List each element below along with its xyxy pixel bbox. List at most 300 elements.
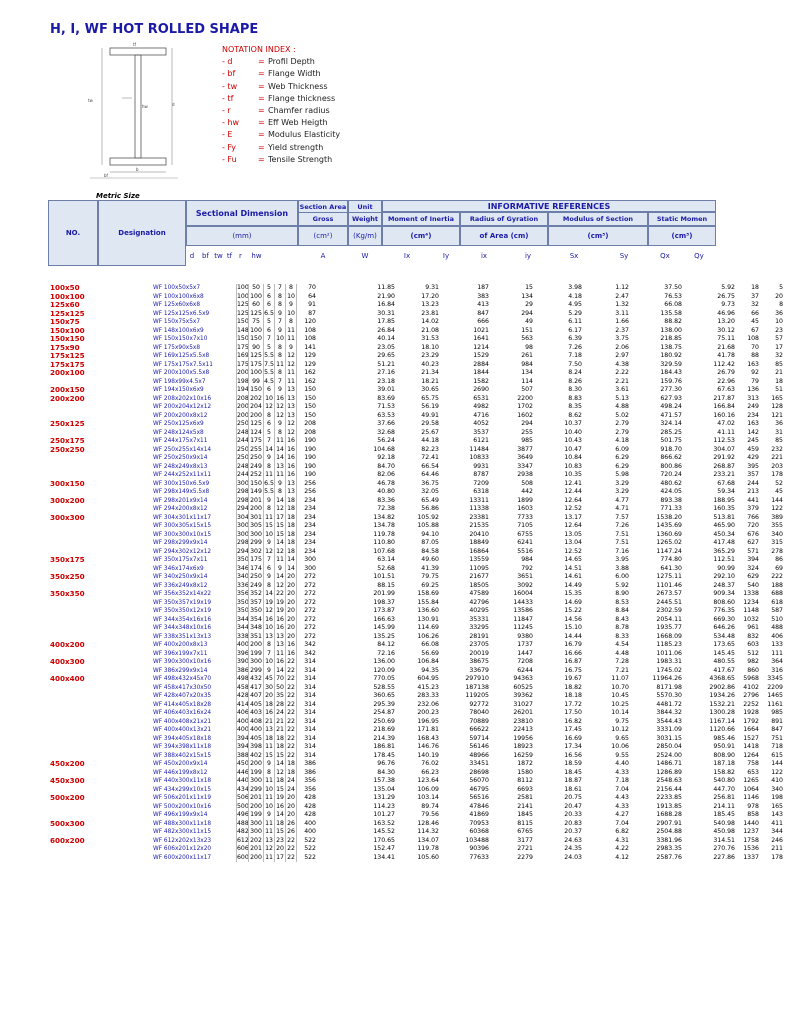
property-cell: 3345 xyxy=(767,675,783,682)
property-cell: 59714 xyxy=(469,734,489,742)
property-cell: 18.87 xyxy=(564,777,582,784)
property-cell: 1745.02 xyxy=(656,666,682,674)
property-cell: 1337 xyxy=(743,853,759,861)
property-cell: 84.58 xyxy=(421,547,439,555)
table-row xyxy=(48,386,786,395)
group-label: 350x250 xyxy=(50,572,85,581)
property-cell: 1603 xyxy=(517,505,533,512)
property-cell: 94363 xyxy=(513,675,533,682)
property-cell: 4.33 xyxy=(615,768,629,776)
property-cell: 394 xyxy=(747,556,759,563)
dimension-cell: 406 xyxy=(237,709,249,716)
property-cell: 66.08 xyxy=(421,641,439,648)
property-cell: 119.78 xyxy=(417,845,439,852)
property-cell: 214.39 xyxy=(373,734,395,742)
property-cell: 6.09 xyxy=(615,445,629,453)
property-cell: 46795 xyxy=(469,785,489,793)
property-cell: 83.69 xyxy=(377,394,395,402)
property-cell: 3.75 xyxy=(615,335,629,342)
spacer xyxy=(317,599,348,608)
property-cell: 832 xyxy=(747,632,759,640)
property-cell: 406 xyxy=(771,632,783,640)
property-cell: 37 xyxy=(751,292,759,300)
property-cell: 6.29 xyxy=(615,462,629,470)
property-cell: 32 xyxy=(751,301,759,308)
property-cell: 42796 xyxy=(469,598,489,606)
dimension-cell: 14 xyxy=(274,760,285,769)
dimension-cell: 272 xyxy=(296,616,317,625)
property-cell: 450.34 xyxy=(713,530,735,538)
property-cell: 1418 xyxy=(743,743,759,750)
property-cell: 615 xyxy=(771,751,783,759)
property-cell: 56.86 xyxy=(421,505,439,512)
dimension-cell: 298 xyxy=(237,496,249,504)
dimension-cell: 199 xyxy=(248,811,263,820)
dimension-cell: 250 xyxy=(237,445,249,453)
dimension-cell: 13 xyxy=(285,488,296,497)
dimension-cell: 7 xyxy=(274,318,285,327)
dimension-cell: 70 xyxy=(274,675,285,684)
column-subheader: Qy xyxy=(694,252,704,260)
dimension-cell: 20 xyxy=(285,624,296,633)
dimension-cell: 60 xyxy=(248,301,263,310)
dimension-cell: 294 xyxy=(237,505,249,512)
property-cell: 3347 xyxy=(517,462,533,470)
dimension-cell: 175 xyxy=(248,556,263,565)
property-cell: 1580 xyxy=(517,768,533,776)
property-cell: 135.25 xyxy=(373,632,395,640)
spacer xyxy=(317,531,348,540)
dimension-cell: 300 xyxy=(248,828,263,837)
property-cell: 155.84 xyxy=(417,598,439,606)
property-cell: 847 xyxy=(477,309,489,317)
dimension-cell: 300 xyxy=(237,530,249,538)
property-cell: 9.65 xyxy=(615,734,629,742)
dimension-cell: 18 xyxy=(263,701,274,710)
dimension-cell: 11 xyxy=(274,471,285,480)
property-cell: 450.98 xyxy=(713,828,735,835)
dimension-cell: 272 xyxy=(296,607,317,616)
dimension-cell: 22 xyxy=(285,845,296,854)
property-cell: 1021 xyxy=(473,326,489,334)
property-cell: 48966 xyxy=(469,751,489,759)
property-cell: 1641 xyxy=(473,335,489,342)
dimension-cell: 6 xyxy=(263,420,274,429)
dimension-cell: 234 xyxy=(296,514,317,523)
property-cell: 21.68 xyxy=(717,343,735,351)
property-cell: 82.23 xyxy=(421,445,439,453)
property-cell: 82.06 xyxy=(377,471,395,478)
notation-symbol: - d xyxy=(222,57,233,67)
property-cell: 389 xyxy=(771,513,783,521)
property-cell: 187 xyxy=(477,284,489,291)
property-cell: 94.35 xyxy=(421,666,439,674)
dimension-cell: 314 xyxy=(296,735,317,744)
dimension-cell: 9 xyxy=(263,573,274,582)
dimension-cell: 194 xyxy=(237,386,249,393)
dimension-cell: 13 xyxy=(263,726,274,735)
dimension-cell: 414 xyxy=(237,700,249,708)
spacer xyxy=(317,488,348,497)
property-cell: 67 xyxy=(751,326,759,334)
dimension-cell: 20 xyxy=(285,616,296,625)
dimension-cell: 18 xyxy=(285,522,296,531)
property-cell: 14433 xyxy=(513,598,533,606)
property-cell: 720 xyxy=(747,522,759,529)
property-cell: 24.03 xyxy=(564,853,582,861)
header-informative-references: INFORMATIVE REFERENCES xyxy=(382,200,716,212)
property-cell: 10.37 xyxy=(564,420,582,427)
dimension-cell: 125 xyxy=(237,301,249,308)
property-cell: 666 xyxy=(477,318,489,325)
designation-cell: WF 294x302x12x12 xyxy=(153,548,212,555)
spacer xyxy=(317,675,348,684)
property-cell: 88 xyxy=(751,352,759,359)
property-cell: 770.05 xyxy=(373,675,395,682)
property-cell: 379 xyxy=(747,505,759,512)
property-cell: 2200 xyxy=(517,394,533,402)
property-cell: 89.74 xyxy=(421,802,439,810)
header-unit-cm4: (cm⁴) xyxy=(382,226,460,246)
property-cell: 31027 xyxy=(513,700,533,708)
table-row xyxy=(48,505,786,514)
property-cell: 198 xyxy=(771,794,783,801)
property-cell: 629 xyxy=(747,573,759,580)
dimension-cell: 394 xyxy=(237,743,249,750)
designation-cell: WF 338x351x13x13 xyxy=(153,633,212,640)
dimension-cell: 19 xyxy=(263,599,274,608)
dimension-cell: 174 xyxy=(248,565,263,574)
dimension-cell: 350 xyxy=(237,556,249,563)
dimension-cell: 11 xyxy=(285,369,296,378)
dimension-cell: 16 xyxy=(285,454,296,463)
property-cell: 6244 xyxy=(517,666,533,674)
property-cell: 766 xyxy=(747,513,759,521)
property-cell: 85 xyxy=(775,360,783,368)
property-cell: 6531 xyxy=(473,394,489,402)
property-cell: 198.37 xyxy=(373,598,395,606)
property-cell: 66.08 xyxy=(664,301,682,308)
dimension-cell: 16 xyxy=(285,471,296,480)
property-cell: 88.82 xyxy=(664,318,682,325)
dimension-cell: 6.5 xyxy=(264,309,274,317)
dimension-cell: 20 xyxy=(285,573,296,582)
property-cell: 35331 xyxy=(469,615,489,623)
dimension-cell: 300 xyxy=(296,556,317,565)
dimension-cell: 9 xyxy=(274,480,285,489)
dimension-cell: 9 xyxy=(285,344,296,353)
property-cell: 60368 xyxy=(469,828,489,835)
group-label: 100x50 xyxy=(50,283,80,292)
property-cell: 688 xyxy=(771,590,783,597)
property-cell: 8.43 xyxy=(615,615,629,623)
property-cell: 131.29 xyxy=(373,794,395,801)
property-cell: 1167.14 xyxy=(709,717,735,725)
property-cell: 168.43 xyxy=(417,734,439,742)
property-cell: 138.00 xyxy=(660,326,682,334)
dimension-cell: 428 xyxy=(296,794,317,803)
property-cell: 36 xyxy=(775,309,783,317)
property-cell: 16.75 xyxy=(564,666,582,674)
table-row xyxy=(48,709,786,718)
dimension-cell: 9 xyxy=(263,539,274,548)
property-cell: 2587.76 xyxy=(656,853,682,861)
dimension-cell: 10 xyxy=(285,310,296,319)
designation-cell: WF 434x299x10x15 xyxy=(153,786,212,793)
property-cell: 17.85 xyxy=(377,318,395,325)
property-cell: 984 xyxy=(521,556,533,563)
property-cell: 441 xyxy=(747,496,759,504)
property-cell: 18.61 xyxy=(564,785,582,793)
property-cell: 47846 xyxy=(469,802,489,810)
property-cell: 79.75 xyxy=(421,573,439,580)
property-cell: 294 xyxy=(521,420,533,427)
table-row xyxy=(48,718,786,727)
property-cell: 23705 xyxy=(469,641,489,648)
property-cell: 2141 xyxy=(517,802,533,810)
property-cell: 1161 xyxy=(767,700,783,708)
property-cell: 1147.24 xyxy=(656,547,682,555)
notation-equals: = xyxy=(258,57,265,67)
property-cell: 33451 xyxy=(469,760,489,767)
dimension-cell: 12 xyxy=(274,548,285,557)
dimension-cell: 7 xyxy=(263,556,274,565)
property-cell: 2884 xyxy=(473,360,489,368)
group-label xyxy=(48,599,98,608)
spacer xyxy=(317,310,348,319)
property-cell: 3031.15 xyxy=(656,734,682,742)
property-cell: 134.78 xyxy=(373,522,395,529)
notation-symbol: - r xyxy=(222,106,231,116)
group-label xyxy=(48,607,98,616)
property-cell: 112.42 xyxy=(713,360,735,368)
property-cell: 261 xyxy=(521,352,533,359)
dimension-cell: 100 xyxy=(248,369,263,378)
property-cell: 233.21 xyxy=(713,471,735,478)
property-cell: 2252 xyxy=(743,700,759,708)
property-cell: 10.47 xyxy=(564,445,582,453)
property-cell: 30.65 xyxy=(421,386,439,393)
spacer xyxy=(317,726,348,735)
property-cell: 20410 xyxy=(469,530,489,538)
property-cell: 1928 xyxy=(743,709,759,716)
dimension-cell: 234 xyxy=(296,548,317,557)
dimension-cell: 16 xyxy=(285,641,296,650)
dimension-cell: 482 xyxy=(237,828,249,835)
property-cell: 13.05 xyxy=(564,530,582,538)
designation-cell: WF 394x398x11x18 xyxy=(153,744,212,750)
property-cell: 1447 xyxy=(517,649,533,657)
dimension-cell: 18 xyxy=(285,514,296,523)
dimension-cell: 14 xyxy=(274,811,285,820)
dimension-cell: 201 xyxy=(248,497,263,506)
property-cell: 6318 xyxy=(473,488,489,495)
notation-description: Flange Width xyxy=(268,69,321,79)
property-cell: 87.05 xyxy=(421,539,439,546)
designation-cell: WF 340x250x9x14 xyxy=(153,574,208,580)
property-cell: 3331.09 xyxy=(656,726,682,733)
group-label xyxy=(48,692,98,701)
property-cell: 7.26 xyxy=(568,343,582,351)
dimension-cell: 15 xyxy=(263,752,274,761)
dimension-cell: 150 xyxy=(296,386,317,395)
dimension-cell: 23 xyxy=(274,837,285,846)
dimension-cell: 305 xyxy=(248,522,263,531)
group-label xyxy=(48,845,98,854)
dimension-cell: 21 xyxy=(274,726,285,735)
dimension-cell: 390 xyxy=(237,658,249,665)
property-cell: 2796 xyxy=(743,692,759,699)
property-cell: 4.77 xyxy=(615,496,629,504)
dimension-cell: 6 xyxy=(263,386,274,395)
spacer xyxy=(317,854,348,863)
property-cell: 3649 xyxy=(517,454,533,461)
property-cell: 7.28 xyxy=(615,658,629,665)
dimension-cell: 18 xyxy=(274,820,285,829)
property-cell: 41.39 xyxy=(421,564,439,572)
dimension-cell: 272 xyxy=(296,599,317,608)
dimension-cell: 342 xyxy=(296,650,317,659)
property-cell: 165 xyxy=(771,394,783,402)
property-cell: 196.95 xyxy=(417,717,439,725)
property-cell: 8.30 xyxy=(568,386,582,393)
dimension-cell: 11 xyxy=(263,743,274,752)
property-cell: 38675 xyxy=(469,658,489,665)
dimension-cell: 10 xyxy=(274,335,285,344)
property-cell: 41.11 xyxy=(717,428,735,436)
spacer xyxy=(317,701,348,710)
property-cell: 1983.31 xyxy=(656,658,682,665)
dimension-cell: 500 xyxy=(237,802,249,810)
property-cell: 178 xyxy=(771,471,783,478)
designation-cell: WF 150x150x7x10 xyxy=(153,336,208,342)
table-row xyxy=(48,794,786,803)
designation-cell: WF 428x407x20x35 xyxy=(153,693,212,699)
notation-symbol: - Fy xyxy=(222,142,237,152)
dimension-cell: 18 xyxy=(285,531,296,540)
designation-cell: WF 450x200x9x14 xyxy=(153,761,208,767)
property-cell: 146.76 xyxy=(417,743,439,750)
property-cell: 66 xyxy=(751,309,759,317)
dimension-cell: 50 xyxy=(248,284,263,293)
designation-cell: WF 250x250x9x14 xyxy=(153,455,208,461)
property-cell: 800.86 xyxy=(660,462,682,470)
group-label xyxy=(48,616,98,625)
dimension-cell: 15 xyxy=(263,522,274,531)
property-cell: 294 xyxy=(521,309,533,317)
property-cell: 5.29 xyxy=(568,309,582,317)
dimension-cell: 7 xyxy=(274,284,285,293)
property-cell: 30.12 xyxy=(717,326,735,334)
dimension-cell: 498 xyxy=(237,675,249,682)
property-cell: 3.29 xyxy=(615,479,629,487)
notation-description: Tensile Strength xyxy=(268,154,333,164)
dimension-cell: 13 xyxy=(285,412,296,421)
property-cell: 16.87 xyxy=(564,658,582,665)
dimension-cell: 256 xyxy=(296,488,317,497)
spacer xyxy=(317,395,348,404)
property-cell: 11245 xyxy=(513,624,533,631)
property-cell: 847 xyxy=(771,726,783,733)
property-cell: 10.83 xyxy=(564,462,582,470)
property-cell: 18.59 xyxy=(564,760,582,767)
property-cell: 45 xyxy=(775,488,783,495)
dimension-cell: 11 xyxy=(285,378,296,387)
property-cell: 83.36 xyxy=(377,496,395,504)
dimension-cell: 8 xyxy=(274,369,285,378)
property-cell: 774.80 xyxy=(660,556,682,563)
dimension-cell: 11 xyxy=(263,794,274,803)
table-row xyxy=(48,573,786,582)
property-cell: 63.14 xyxy=(377,556,395,563)
property-cell: 96.76 xyxy=(377,760,395,767)
dimension-cell: 50 xyxy=(274,684,285,693)
property-cell: 314.51 xyxy=(713,836,735,844)
designation-cell: WF 344x354x16x16 xyxy=(153,616,212,623)
dimension-cell: 506 xyxy=(237,794,249,801)
property-cell: 10.14 xyxy=(611,709,629,716)
property-cell: 480.55 xyxy=(713,658,735,665)
property-cell: 69.25 xyxy=(421,581,439,589)
dimension-cell: 351 xyxy=(248,633,263,642)
dimension-cell: 20 xyxy=(285,633,296,642)
property-cell: 52.68 xyxy=(377,564,395,572)
dimension-cell: 8 xyxy=(285,318,296,327)
column-subheader: A xyxy=(320,252,326,260)
dimension-cell: 8 xyxy=(285,284,296,293)
group-label xyxy=(48,684,98,693)
property-cell: 5 xyxy=(779,284,783,291)
property-cell: 166.63 xyxy=(373,615,395,623)
dimension-cell: 428 xyxy=(237,692,249,699)
dimension-cell: 129 xyxy=(296,352,317,361)
dimension-cell: 150 xyxy=(248,480,263,489)
property-cell: 918.70 xyxy=(660,445,682,453)
designation-cell: WF 148x100x6x9 xyxy=(153,327,204,334)
spacer xyxy=(317,735,348,744)
property-cell: 90.99 xyxy=(717,564,735,572)
dimension-cell: 204 xyxy=(248,403,263,412)
dimension-cell: 522 xyxy=(296,837,317,846)
property-cell: 383 xyxy=(477,292,489,300)
property-cell: 5.13 xyxy=(615,394,629,402)
property-cell: 134 xyxy=(521,292,533,300)
dimension-cell: 350 xyxy=(237,598,249,606)
property-cell: 66.23 xyxy=(421,768,439,776)
property-cell: 4.18 xyxy=(615,437,629,444)
dimension-cell: 405 xyxy=(248,701,263,710)
designation-cell: WF 356x352x14x22 xyxy=(153,591,212,597)
column-subheader: Sx xyxy=(569,252,579,260)
dimension-cell: 450 xyxy=(237,760,249,767)
dimension-cell: 9 xyxy=(263,811,274,820)
column-subheader: bf xyxy=(202,252,209,260)
property-cell: 200.23 xyxy=(417,709,439,716)
table-row xyxy=(48,828,786,837)
property-cell: 4.54 xyxy=(615,641,629,648)
property-cell: 720.24 xyxy=(660,471,682,478)
property-cell: 222 xyxy=(771,573,783,580)
dimension-cell: 11 xyxy=(274,437,285,446)
designation-cell: WF 350x350x12x19 xyxy=(153,608,212,614)
header-sectional-dimension: Sectional Dimension xyxy=(186,200,298,226)
notation-heading: NOTATION INDEX : xyxy=(222,45,296,54)
property-cell: 4.48 xyxy=(615,649,629,657)
dimension-cell: 314 xyxy=(296,726,317,735)
designation-cell: WF 606x201x12x20 xyxy=(153,846,212,852)
property-cell: 1913.85 xyxy=(656,802,682,810)
dimension-cell: 294 xyxy=(237,547,249,555)
